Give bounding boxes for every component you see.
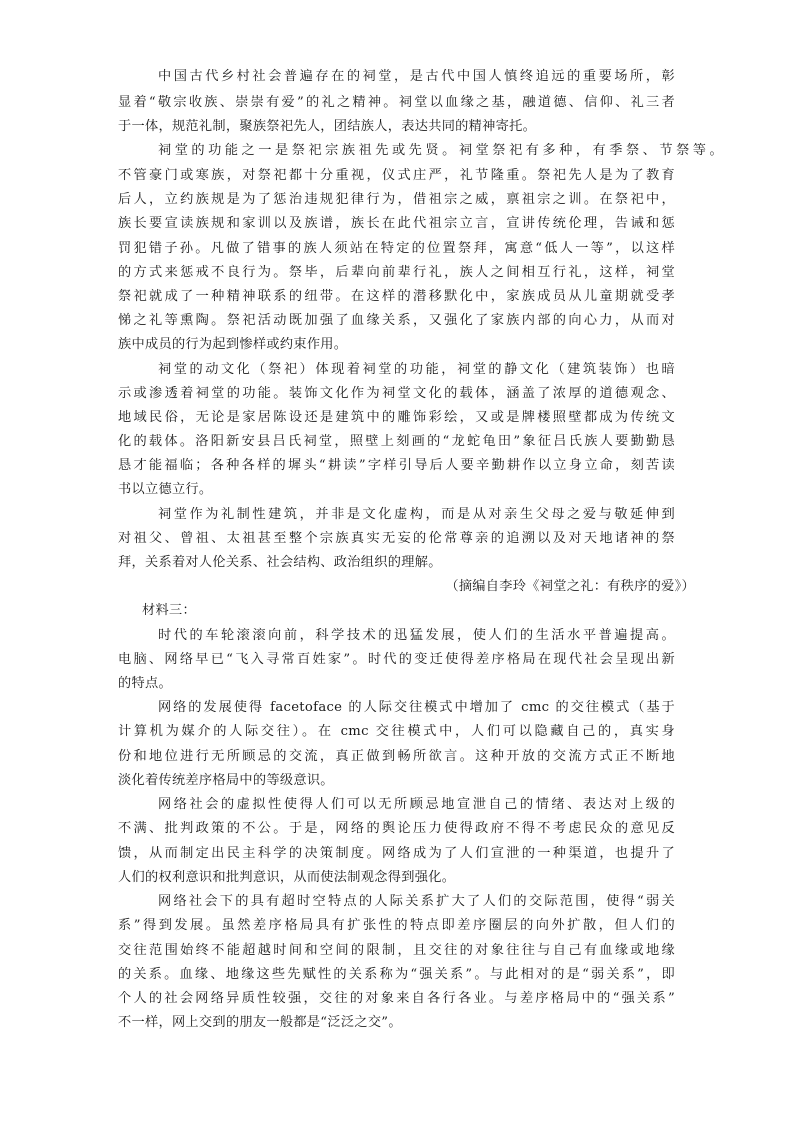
text-line: 个人的社会网络异质性较强，交往的对象来自各行各业。与差序格局中的“强关系” (118, 991, 675, 1006)
source-citation: （摘编自李玲《祠堂之礼：有秩序的爱》） (445, 579, 695, 594)
text-line: 淡化着传统差序格局中的等级意识。 (118, 773, 334, 788)
section-label: 材料三： (142, 603, 196, 618)
text-line: 的方式来惩戒不良行为。祭毕，后辈向前辈行礼，族人之间相互行礼，这样，祠堂 (118, 265, 675, 280)
text-line: 罚犯错子孙。凡做了错事的族人须站在特定的位置祭拜，寓意“低人一等”，以这样 (118, 241, 675, 256)
text-line: 不一样，网上交到的朋友一般都是“泛泛之交”。 (118, 1015, 402, 1030)
text-line: 后人，立约族规是为了惩治违规犯律行为，借祖宗之威，禀祖宗之训。在祭祀中， (118, 192, 675, 207)
text-line: 祠堂的动文化（祭祀）体现着祠堂的功能，祠堂的静文化（建筑装饰）也暗 (158, 362, 675, 377)
text-line: 拜，关系着对人伦关系、社会结构、政治组织的理解。 (118, 555, 442, 570)
text-line: 书以立德立行。 (118, 482, 213, 497)
text-line: 份和地位进行无所顾忌的交流，真正做到畅所欲言。这种开放的交流方式正不断地 (118, 749, 675, 764)
text-line: 族长要宣读族规和家训以及族谱，族长在此代祖宗立言，宣讲传统伦理，告诫和惩 (118, 216, 675, 231)
text-line: 不管豪门或寒族，对祭祀都十分重视，仪式庄严，礼节隆重。祭祀先人是为了教育 (118, 168, 675, 183)
text-line: 对祖父、曾祖、太祖甚至整个宗族真实无妄的伦常尊亲的追溯以及对天地诸神的祭 (118, 531, 675, 546)
text-line: 中国古代乡村社会普遍存在的祠堂，是古代中国人慎终追远的重要场所，彰 (158, 69, 675, 84)
text-line: 祠堂的功能之一是祭祀宗族祖先或先贤。祠堂祭祀有多种，有季祭、节祭等。 (158, 143, 723, 158)
text-line: 系”得到发展。虽然差序格局具有扩张性的特点即差序圈层的向外扩散，但人们的 (118, 918, 675, 933)
text-line: 计算机为媒介的人际交往）。在 cmc 交往模式中，人们可以隐藏自己的，真实身 (118, 724, 675, 739)
text-line: 恳才能福临；各种各样的墀头“耕读”字样引导后人要辛勤耕作以立身立命，刻苦读 (118, 458, 675, 473)
text-line: 网络的发展使得 facetoface 的人际交往模式中增加了 cmc 的交往模式（基于 (158, 700, 675, 715)
text-line: 交往范围始终不能超越时间和空间的限制，且交往的对象往往与自己有血缘或地缘 (118, 943, 675, 958)
text-line: 人们的权利意识和批判意识，从而使法制观念得到强化。 (118, 870, 456, 885)
text-line: 祭祀就成了一种精神联系的纽带。在这样的潜移默化中，家族成员从儿童期就受孝 (118, 289, 675, 304)
text-line: 示或渗透着祠堂的功能。装饰文化作为祠堂文化的载体，涵盖了浓厚的道德观念、 (118, 386, 675, 401)
text-line: 悌之礼等熏陶。祭祀活动既加强了血缘关系，又强化了家族内部的向心力，从而对 (118, 313, 675, 328)
text-line: 显着“敬宗收族、崇崇有爱”的礼之精神。祠堂以血缘之基，融道德、信仰、礼三者 (118, 95, 675, 110)
text-line: 网络社会的虚拟性使得人们可以无所顾忌地宣泄自己的情绪、表达对上级的 (158, 797, 675, 812)
text-line: 地域民俗，无论是家居陈设还是建筑中的雕饰彩绘，又或是牌楼照壁都成为传统文 (118, 410, 675, 425)
text-line: 电脑、网络早已“飞入寻常百姓家”。时代的变迁使得差序格局在现代社会呈现出新 (118, 652, 675, 667)
text-line: 的特点。 (118, 676, 172, 691)
text-line: 馈，从而制定出民主科学的决策制度。网络成为了人们宣泄的一种渠道，也提升了 (118, 846, 675, 861)
text-line: 祠堂作为礼制性建筑，并非是文化虚构，而是从对亲生父母之爱与敬延伸到 (158, 507, 675, 522)
text-line: 于一体，规范礼制，聚族祭祀先人，团结族人，表达共同的精神寄托。 (118, 119, 537, 134)
text-line: 不满、批判政策的不公。于是，网络的舆论压力使得政府不得不考虑民众的意见反 (118, 821, 675, 836)
text-line: 时代的车轮滚滚向前，科学技术的迅猛发展，使人们的生活水平普遍提高。 (158, 628, 675, 643)
text-line: 的关系。血缘、地缘这些先赋性的关系称为“强关系”。与此相对的是“弱关系”，即 (118, 967, 675, 982)
text-line: 化的载体。洛阳新安县吕氏祠堂，照壁上刻画的“龙蛇龟田”象征吕氏族人要勤勤恳 (118, 434, 675, 449)
text-line: 族中成员的行为起到惨样或约束作用。 (118, 337, 348, 352)
text-line: 网络社会下的具有超时空特点的人际关系扩大了人们的交际范围，使得“弱关 (158, 894, 675, 909)
